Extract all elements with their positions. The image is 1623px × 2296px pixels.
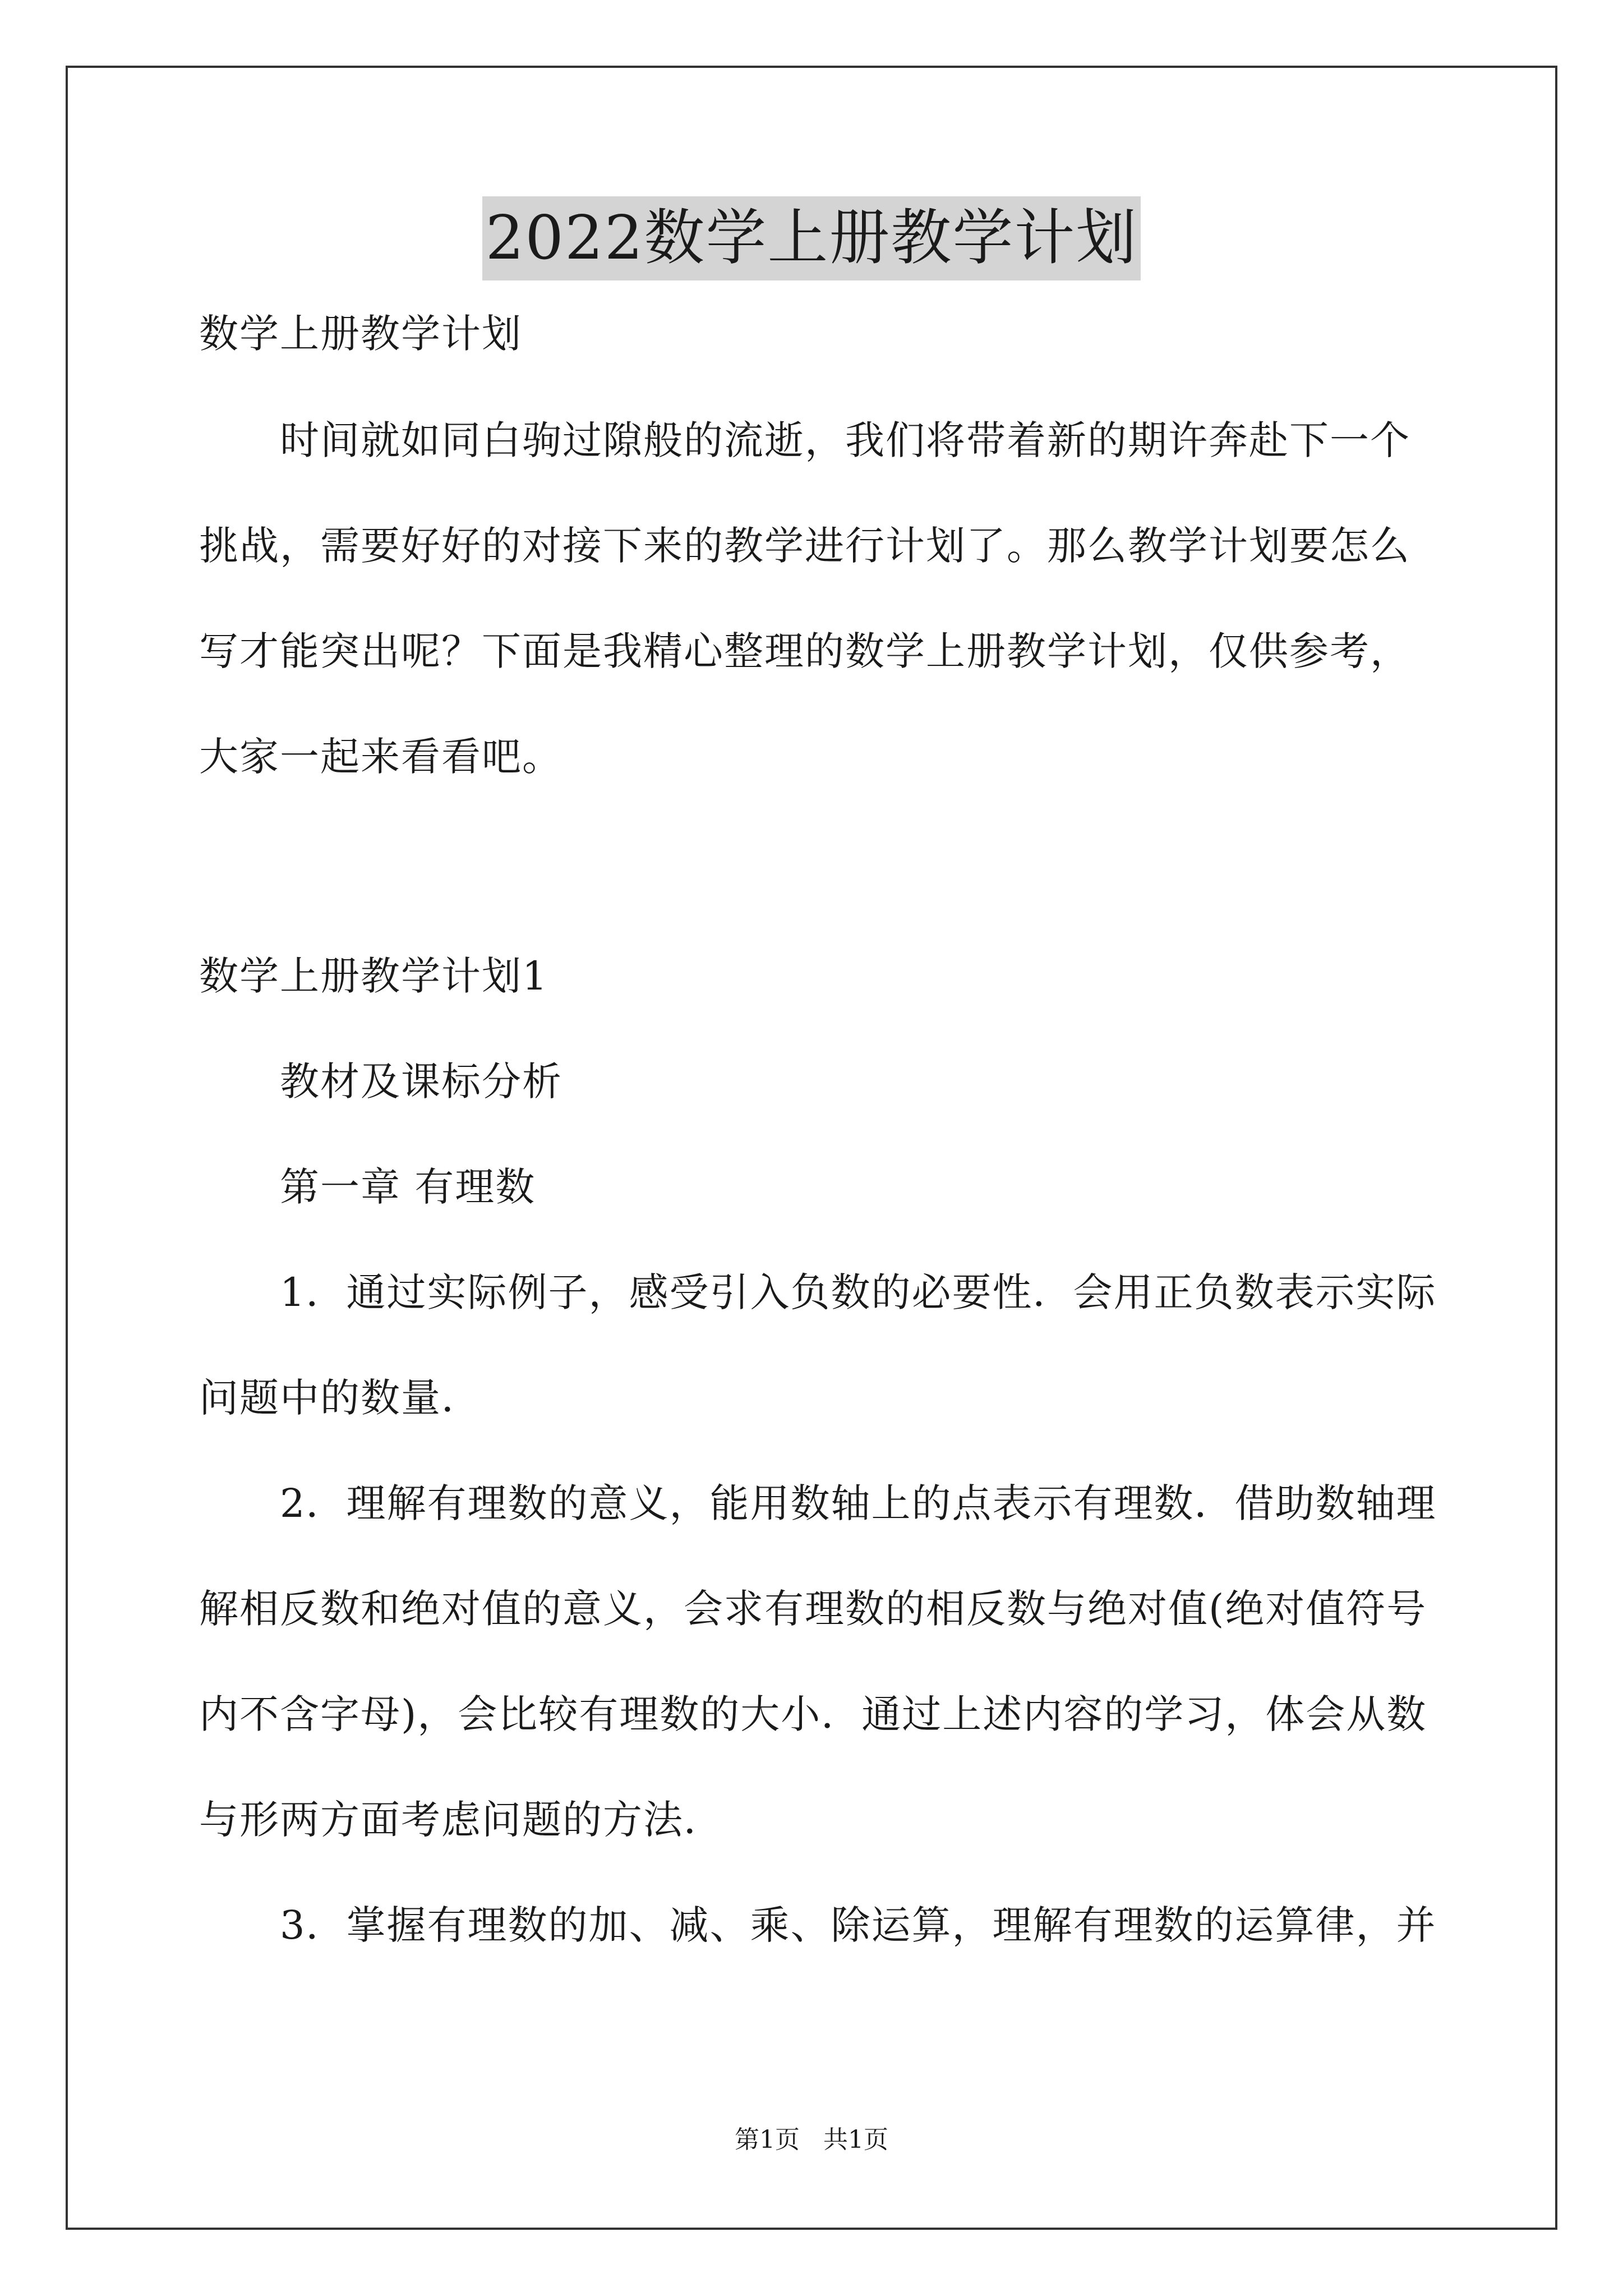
paragraph-line: 2．理解有理数的意义，能用数轴上的点表示有理数．借助数轴理	[280, 1480, 1437, 1526]
document-title-text: 2022数学上册教学计划	[482, 196, 1141, 280]
paragraph-line: 问题中的数量．	[199, 1375, 482, 1421]
chapter-heading: 第一章 有理数	[280, 1164, 536, 1210]
document-title	[0, 196, 1623, 280]
section-heading: 数学上册教学计划1	[199, 953, 548, 999]
subtitle-line: 数学上册教学计划	[199, 311, 522, 357]
paragraph-line: 大家一起来看看吧。	[199, 734, 562, 780]
paragraph-line: 内不含字母)，会比较有理数的大小．通过上述内容的学习，体会从数	[199, 1691, 1427, 1737]
paragraph-line: 3．掌握有理数的加、减、乘、除运算，理解有理数的运算律，并	[280, 1902, 1437, 1948]
paragraph-line: 挑战，需要好好的对接下来的教学进行计划了。那么教学计划要怎么	[199, 523, 1410, 569]
paragraph-line: 写才能突出呢？下面是我精心整理的数学上册教学计划，仅供参考，	[199, 628, 1410, 674]
page-footer: 第1页 共1页	[735, 2125, 888, 2154]
paragraph-line: 1．通过实际例子，感受引入负数的必要性．会用正负数表示实际	[280, 1269, 1437, 1315]
paragraph-line: 与形两方面考虑问题的方法．	[199, 1797, 724, 1843]
paragraph-line: 时间就如同白驹过隙般的流逝，我们将带着新的期许奔赴下一个	[280, 417, 1410, 463]
paragraph-line: 解相反数和绝对值的意义，会求有理数的相反数与绝对值(绝对值符号	[199, 1586, 1427, 1632]
subsection-heading: 教材及课标分析	[280, 1059, 562, 1105]
